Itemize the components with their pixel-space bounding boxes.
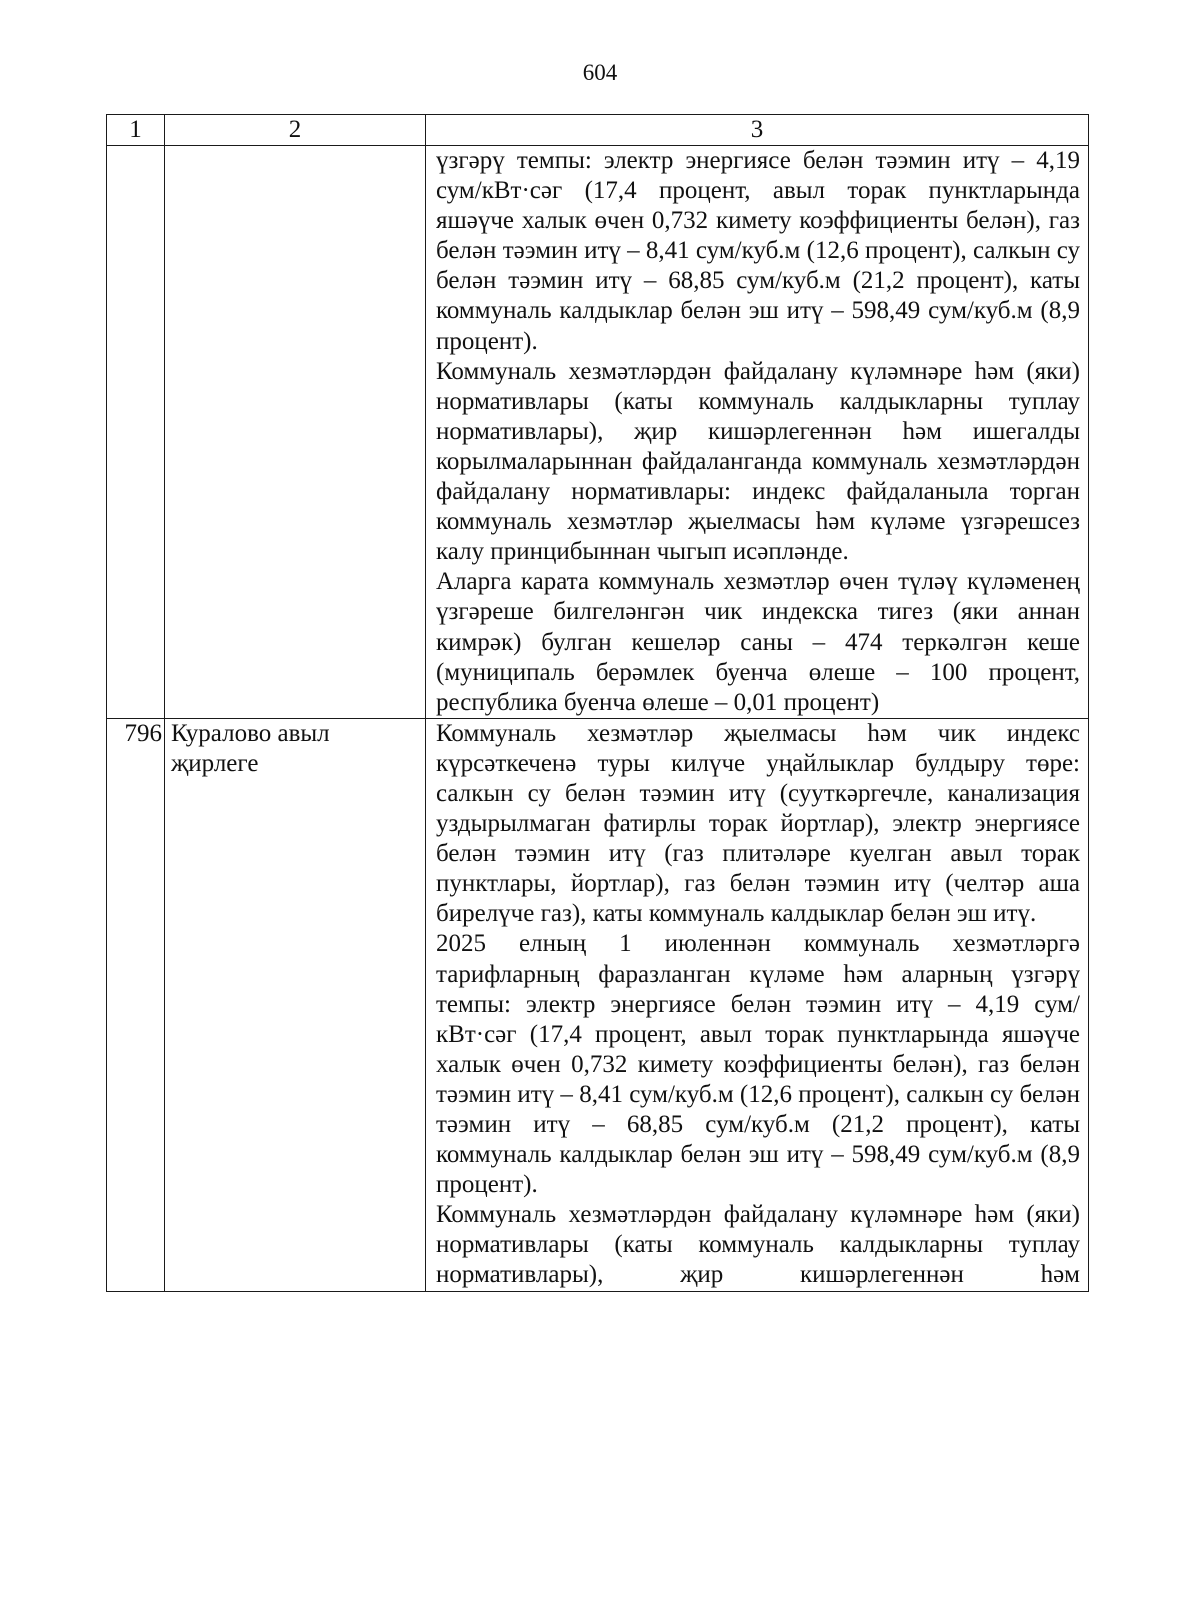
paragraph: Аларга карата коммуналь хезмәтләр өчен түләү күләменең үзгәреше билгеләнгән чик индекска тигез (яки аннан кимрәк) булган кешеләр саны – 474 теркәлгән кеше (муниципаль берәмлек буенча өлеше – 100 процент, республика буенча өлеше – 0,01 процент) [436,568,1080,716]
paragraph: Коммуналь хезмәтләр җыелмасы һәм чик индекс күрсәткеченә туры килүче уңайлыклар булдыру төре: салкын су белән тәэмин итү (сууткәргечле, канализация уздырылмаган фатирлы торак йортлар), электр энергиясе белән тәэмин итү (газ плитәләре куелган авыл торак пунктлары, йортлар), газ белән тәэмин итү (челтәр аша бирелүче газ), каты коммуналь калдыклар белән эш итү. [436,719,1080,928]
table-row [107,718,1089,1291]
table-row [107,146,1089,719]
paragraph: Коммуналь хезмәтләрдән файдалану күләмнәре һәм (яки) нормативлары (каты коммуналь калдыкларны туплау нормативлары), җир кишәрлегеннән һәм [436,1201,1080,1289]
row-text [426,718,1089,1291]
paragraph: 2025 елның 1 июленнән коммуналь хезмәтләргә тарифларның фаразланган күләме һәм аларның үзгәрү темпы: электр энергиясе белән тәэмин итү – 4,19 сум/кВт·сәг (17,4 процент, авыл торак пунктларында яшәүче халык өчен 0,732 кимету коэффициенты белән), газ белән тәэмин итү – 8,41 сум/куб.м (12,6 процент), салкын су белән тәэмин итү – 68,85 сум/куб.м (21,2 процент), каты коммуналь калдыклар белән эш итү – 598,49 сум/куб.м (8,9 процент). [436,930,1080,1199]
document-table [106,114,1089,1292]
header-col-2: 2 [165,115,426,146]
row-text [426,146,1089,719]
row-number [107,146,165,719]
table-header-row [107,115,1089,146]
header-col-3: 3 [426,115,1089,146]
row-number: 796 [107,718,165,1291]
header-col-1: 1 [107,115,165,146]
page-number: 604 [582,60,618,85]
row-name [165,146,426,719]
paragraph: үзгәрү темпы: электр энергиясе белән тәэмин итү – 4,19 сум/кВт·сәг (17,4 процент, авыл торак пунктларында яшәүче халык өчен 0,732 кимету коэффициенты белән), газ белән тәэмин итү – 8,41 сум/куб.м (12,6 процент), салкын су белән тәэмин итү – 68,85 сум/куб.м (21,2 процент), каты коммуналь калдыклар белән эш итү – 598,49 сум/куб.м (8,9 процент). [436,147,1080,355]
paragraph: Коммуналь хезмәтләрдән файдалану күләмнәре һәм (яки) нормативлары (каты коммуналь калдыкларны туплау нормативлары), җир кишәрлегеннән һәм ишегалды корылмаларыннан файдаланганда коммуналь хезмәтләрдән файдалану нормативлары: индекс файдаланыла торган коммуналь хезмәтләр җыелмасы һәм күләме үзгәрешсез калу принцибыннан чыгып исәпләнде. [436,357,1080,566]
row-name: Куралово авыл җирлеге [165,718,426,1291]
